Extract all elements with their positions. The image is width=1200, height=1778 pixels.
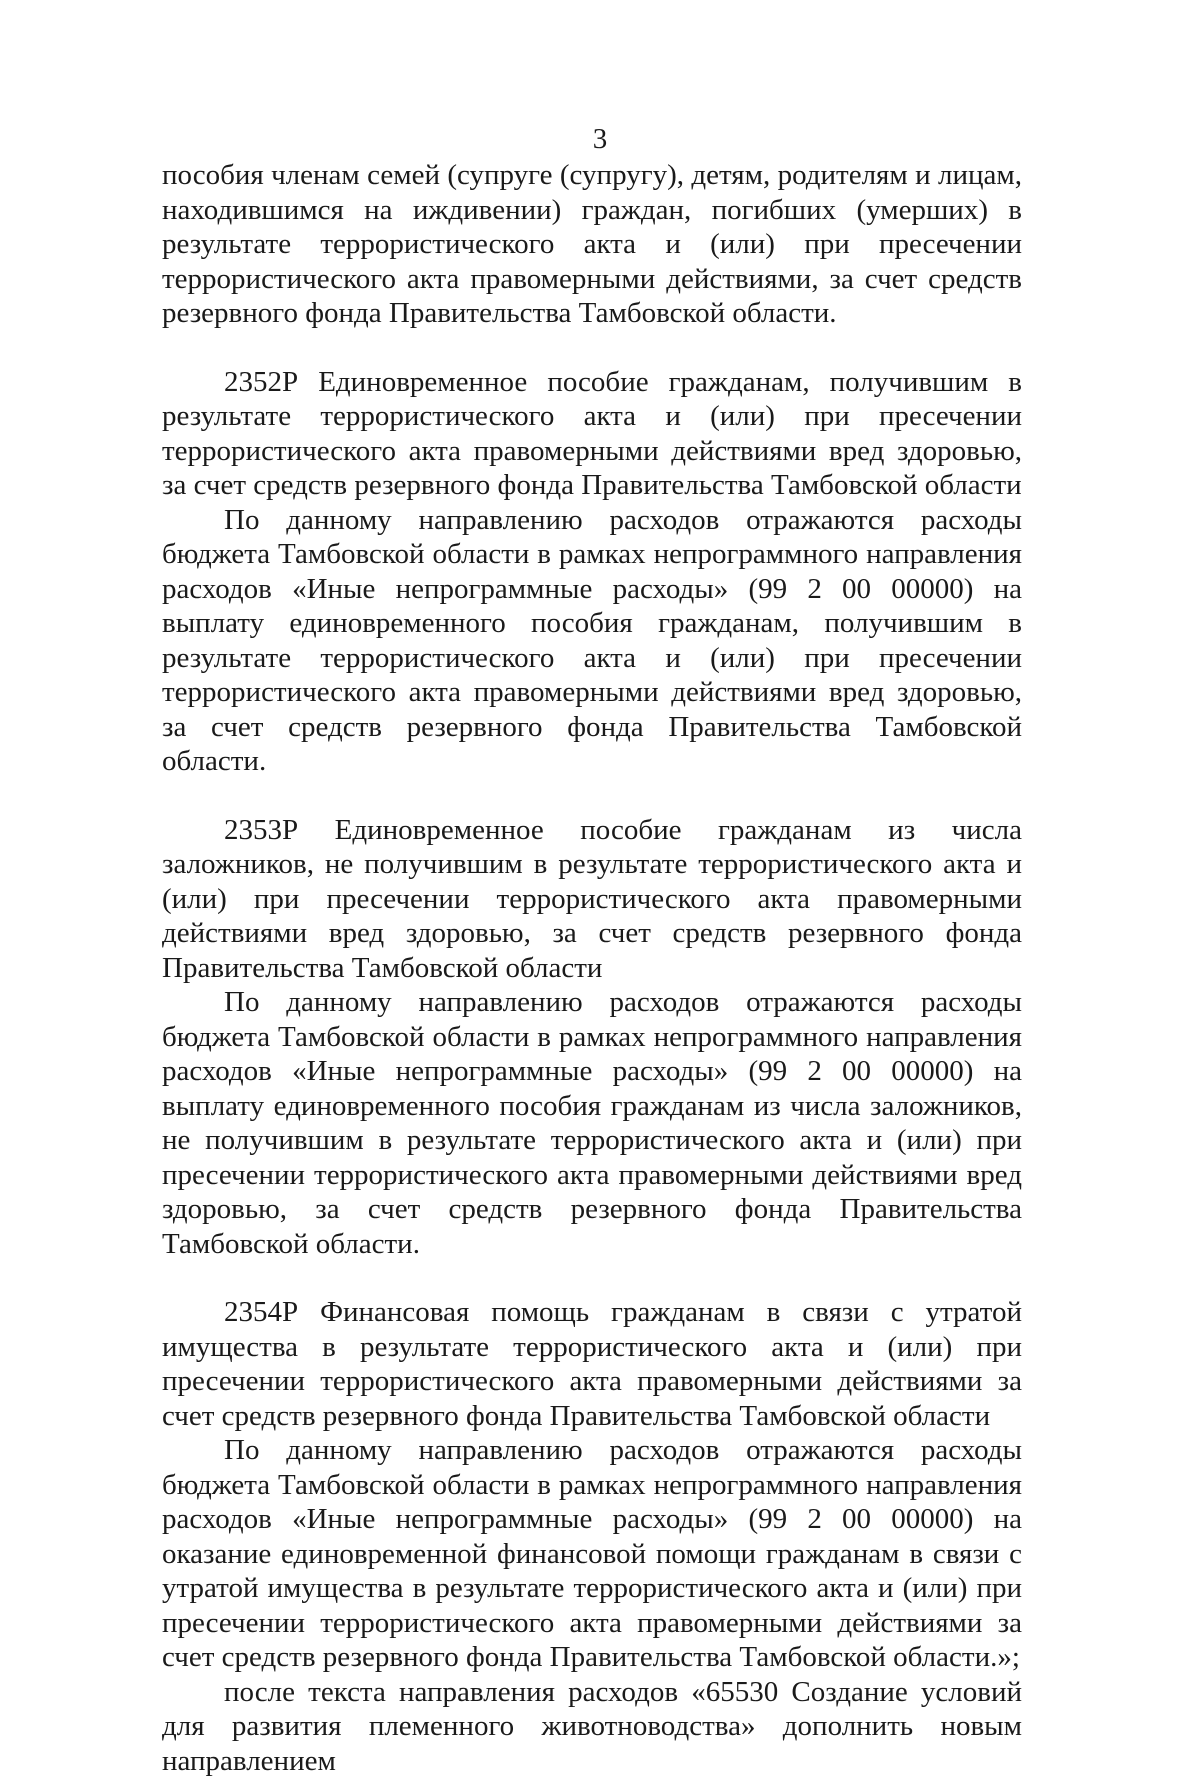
paragraph-continuation: пособия членам семей (супруге (супругу), детям, родителям и лицам, находившимся на иждивении) граждан, погибших (умерших) в результате террористического акта и (или) при пресечении террористического акта правомерными действиями, за счет средств резервного фонда Правительства Тамбовской области. [162, 158, 1022, 331]
paragraph-2352r-description: По данному направлению расходов отражаются расходы бюджета Тамбовской области в рамках непрограммного направления расходов «Иные непрограммные расходы» (99 2 00 00000) на выплату единовременного пособия гражданам, получившим в результате террористического акта и (или) при пресечении террористического акта правомерными действиями вред здоровью, за счет средств резервного фонда Правительства Тамбовской области. [162, 503, 1022, 779]
paragraph-2353r-description: По данному направлению расходов отражаются расходы бюджета Тамбовской области в рамках непрограммного направления расходов «Иные непрограммные расходы» (99 2 00 00000) на выплату единовременного пособия гражданам из числа заложников, не получившим в результате террористического акта и (или) при пресечении террористического акта правомерными действиями вред здоровью, за счет средств резервного фонда Правительства Тамбовской области. [162, 985, 1022, 1261]
paragraph-2353r-heading: 2353Р Единовременное пособие гражданам из числа заложников, не получившим в результате террористического акта и (или) при пресечении террористического акта правомерными действиями вред здоровью, за счет средств резервного фонда Правительства Тамбовской области [162, 813, 1022, 986]
paragraph-2354r-heading: 2354Р Финансовая помощь гражданам в связи с утратой имущества в результате террористического акта и (или) при пресечении террористического акта правомерными действиями за счет средств резервного фонда Правительства Тамбовской области [162, 1295, 1022, 1433]
paragraph-amendment: после текста направления расходов «65530 Создание условий для развития племенного животноводства» дополнить новым направлением [162, 1675, 1022, 1778]
paragraph-2354r-description: По данному направлению расходов отражаются расходы бюджета Тамбовской области в рамках непрограммного направления расходов «Иные непрограммные расходы» (99 2 00 00000) на оказание единовременной финансовой помощи гражданам в связи с утратой имущества в результате террористического акта и (или) при пресечении террористического акта правомерными действиями за счет средств резервного фонда Правительства Тамбовской области.»; [162, 1433, 1022, 1675]
paragraph-2352r-heading: 2352Р Единовременное пособие гражданам, получившим в результате террористического акта и (или) при пресечении террористического акта правомерными действиями вред здоровью, за счет средств резервного фонда Правительства Тамбовской области [162, 365, 1022, 503]
page-number: 3 [0, 122, 1200, 156]
document-body [162, 158, 1022, 1778]
